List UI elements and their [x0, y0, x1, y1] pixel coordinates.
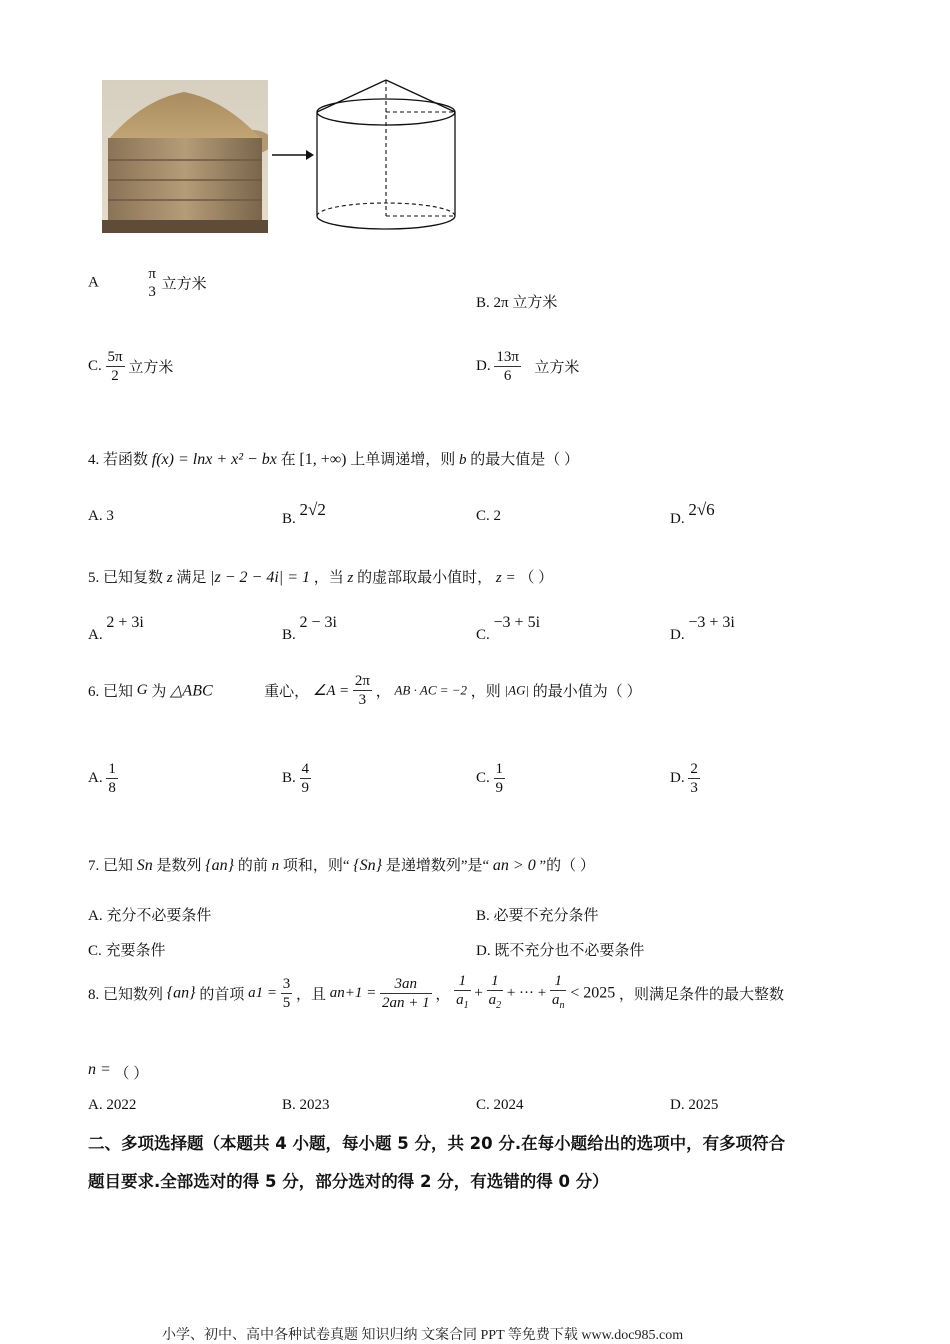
fraction: $\frac{1}{a_1}$ — [456, 973, 469, 1011]
q3-option-a[interactable]: A π 3 立方米 — [88, 266, 207, 300]
page-footer: 小学、初中、高中各种试卷真题 知识归纳 文案合同 PPT 等免费下载 www.doc985.com — [162, 1328, 684, 1343]
fraction: $\frac{2}{3}$ — [690, 761, 698, 796]
math-condition: |z − 2 − 4i| = 1 — [210, 569, 310, 586]
q5-option-a[interactable]: A. 2 + 3i — [88, 614, 144, 643]
q8-option-b[interactable]: B. 2023 — [282, 1097, 330, 1113]
q5-option-d[interactable]: D. −3 + 3i — [670, 614, 735, 643]
question-7: 7. 已知 Sn 是数列 {an} 的前 n 项和，则“ {Sn} 是递增数列”是“ an > 0 ”的（ ） — [88, 857, 595, 874]
q8-option-a[interactable]: A. 2022 — [88, 1097, 137, 1113]
math-vector: |AG| — [504, 682, 530, 698]
fraction: $\frac{1}{a_2}$ — [488, 973, 502, 1011]
q8-option-d[interactable]: D. 2025 — [670, 1097, 719, 1113]
q4-option-d[interactable]: D. 2√6 — [670, 500, 715, 527]
q7-option-c[interactable]: C. 充要条件 — [88, 943, 166, 959]
arrow-icon — [272, 148, 314, 162]
fraction: $\frac{1}{9}$ — [495, 761, 504, 796]
q6-option-d[interactable]: D. $\frac{2}{3}$ — [670, 761, 698, 796]
q5-option-b[interactable]: B. 2 − 3i — [282, 614, 337, 643]
fraction: $\frac{1}{a_n}$ — [551, 973, 565, 1011]
fraction: $\frac{13\pi}{6}$ — [496, 349, 519, 384]
cylinder-cone-diagram — [312, 76, 462, 240]
fraction: π 3 — [148, 266, 156, 300]
option-letter: A — [88, 274, 99, 291]
granary-photo — [102, 80, 268, 233]
q5-option-c[interactable]: C. −3 + 5i — [476, 614, 541, 643]
section-heading-line1: 二、多项选择题（本题共 4 小题，每小题 5 分，共 20 分.在每小题给出的选项中，有多项符合 — [88, 1134, 786, 1153]
math-dot-product: AB · AC = −2 — [394, 682, 468, 698]
question-8: 8. 已知数列 {an} 的首项 a1 = $\frac{3}{5}$ ，且 an+1 = $\frac{3an}{2an + 1}$ ， $\frac{1}{a_1}$ + $\frac{1}{a_2}$ + ··· + $\frac{1}{a_n}$ < 2025 ，则满足条件的最大整数 — [88, 972, 784, 1015]
q6-option-b[interactable]: B. $\frac{4}{9}$ — [282, 761, 310, 796]
q8-option-c[interactable]: C. 2024 — [476, 1097, 524, 1113]
question-8-line2: n = （ ） — [88, 1061, 149, 1082]
q4-option-b[interactable]: B. 2√2 — [282, 500, 326, 527]
section-heading-line2: 题目要求.全部选对的得 5 分，部分选对的得 2 分，有选错的得 0 分） — [88, 1172, 609, 1191]
q3-option-b[interactable]: B. 2π 立方米 — [476, 295, 558, 311]
fraction: $\frac{3}{5}$ — [282, 976, 291, 1011]
q4-option-a[interactable]: A. 3 — [88, 508, 114, 524]
fraction: $\frac{2\pi}{3}$ — [354, 673, 370, 708]
fraction: $\frac{3an}{2an + 1}$ — [381, 976, 430, 1011]
q6-option-a[interactable]: A. $\frac{1}{8}$ — [88, 761, 116, 796]
q7-option-d[interactable]: D. 既不充分也不必要条件 — [476, 943, 645, 959]
fraction: $\frac{1}{8}$ — [108, 761, 116, 796]
fraction: $\frac{4}{9}$ — [301, 761, 310, 796]
question-4: 4. 若函数 f(x) = lnx + x² − bx 在 [1, +∞) 上单调递增，则 b 的最大值是（ ） — [88, 451, 580, 468]
q3-option-c[interactable]: C. $\frac{5\pi}{2}$ 立方米 — [88, 349, 174, 384]
q7-option-a[interactable]: A. 充分不必要条件 — [88, 908, 212, 924]
q7-option-b[interactable]: B. 必要不充分条件 — [476, 908, 599, 924]
question-6: 6. 已知 G 为 △ABC 重心， ∠A = $\frac{2\pi}{3}$ ， AB · AC = −2 ，则 |AG| 的最小值为（ ） — [88, 673, 642, 708]
fraction: $\frac{5\pi}{2}$ — [107, 349, 123, 384]
question-5: 5. 已知复数 z 满足 |z − 2 − 4i| = 1 ，当 z 的虚部取最小值时， z = （ ） — [88, 569, 554, 586]
q4-option-c[interactable]: C. 2 — [476, 508, 502, 524]
math-function: f(x) = lnx + x² − bx — [151, 451, 277, 468]
q6-option-c[interactable]: C. $\frac{1}{9}$ — [476, 761, 504, 796]
q3-option-d[interactable]: D. $\frac{13\pi}{6}$ 立方米 — [476, 349, 580, 384]
math-interval: [1, +∞) — [299, 451, 347, 468]
